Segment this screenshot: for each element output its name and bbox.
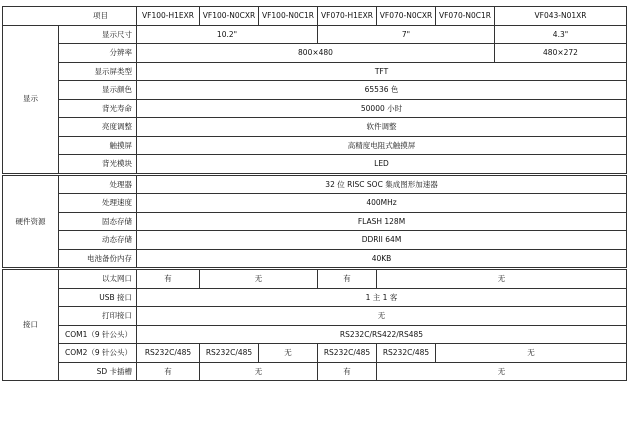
sd-label: SD 卡插槽 [59, 362, 137, 381]
battery-label: 电池备份内存 [59, 249, 137, 269]
com2-row [3, 344, 627, 363]
cpu-value: 32 位 RISC SOC 集成图形加速器 [137, 174, 627, 194]
touch-row [3, 136, 627, 155]
ram-value: DDRII 64M [137, 231, 627, 250]
backlight-type-label: 背光模块 [59, 155, 137, 175]
display-category: 显示 [3, 25, 59, 174]
com1-label: COM1（9 针公头） [59, 325, 137, 344]
display-color-row [3, 81, 627, 100]
backlight-type-row [3, 155, 627, 175]
com2-value: RS232C/485 [137, 344, 200, 363]
eth-row [3, 269, 627, 289]
display-size-10: 10.2" [137, 25, 318, 44]
eth-value: 有 [137, 269, 200, 289]
display-res-row [3, 44, 627, 63]
com1-value: RS232C/RS422/RS485 [137, 325, 627, 344]
eth-value: 无 [200, 269, 318, 289]
backlight-life-label: 背光寿命 [59, 99, 137, 118]
sd-value: 有 [318, 362, 377, 381]
display-type-value: TFT [137, 62, 627, 81]
header-item: 项目 [3, 7, 137, 26]
display-size-7: 7" [318, 25, 495, 44]
display-color-label: 显示颜色 [59, 81, 137, 100]
spec-table [2, 6, 627, 381]
header-model: VF070-N0CXR [377, 7, 436, 26]
backlight-life-row [3, 99, 627, 118]
brightness-label: 亮度调整 [59, 118, 137, 137]
speed-label: 处理速度 [59, 194, 137, 213]
flash-label: 固态存储 [59, 212, 137, 231]
display-res-480: 480×272 [495, 44, 627, 63]
cpu-row [3, 174, 627, 194]
com2-value: RS232C/485 [200, 344, 259, 363]
brightness-value: 软件调整 [137, 118, 627, 137]
display-type-row [3, 62, 627, 81]
display-color-value: 65536 色 [137, 81, 627, 100]
display-size-row [3, 25, 627, 44]
display-res-label: 分辨率 [59, 44, 137, 63]
sd-value: 有 [137, 362, 200, 381]
cpu-label: 处理器 [59, 174, 137, 194]
header-model: VF100-N0C1R [259, 7, 318, 26]
speed-value: 400MHz [137, 194, 627, 213]
usb-label: USB 接口 [59, 288, 137, 307]
speed-row [3, 194, 627, 213]
flash-row [3, 212, 627, 231]
touch-label: 触摸屏 [59, 136, 137, 155]
brightness-row [3, 118, 627, 137]
interface-category: 接口 [3, 269, 59, 381]
header-model: VF070-N0C1R [436, 7, 495, 26]
display-size-43: 4.3" [495, 25, 627, 44]
header-model: VF100-N0CXR [200, 7, 259, 26]
eth-value: 有 [318, 269, 377, 289]
print-row [3, 307, 627, 326]
com2-value: 无 [259, 344, 318, 363]
touch-value: 高精度电阻式触摸屏 [137, 136, 627, 155]
header-row [3, 7, 627, 26]
backlight-type-value: LED [137, 155, 627, 175]
usb-row [3, 288, 627, 307]
header-model: VF070-H1EXR [318, 7, 377, 26]
com2-value: RS232C/485 [318, 344, 377, 363]
ram-label: 动态存储 [59, 231, 137, 250]
sd-value: 无 [377, 362, 627, 381]
flash-value: FLASH 128M [137, 212, 627, 231]
com1-row [3, 325, 627, 344]
backlight-life-value: 50000 小时 [137, 99, 627, 118]
print-label: 打印接口 [59, 307, 137, 326]
print-value: 无 [137, 307, 627, 326]
display-size-label: 显示尺寸 [59, 25, 137, 44]
com2-label: COM2（9 针公头） [59, 344, 137, 363]
battery-row [3, 249, 627, 269]
display-type-label: 显示屏类型 [59, 62, 137, 81]
header-model: VF100-H1EXR [137, 7, 200, 26]
com2-value: RS232C/485 [377, 344, 436, 363]
sd-row [3, 362, 627, 381]
header-model: VF043-N01XR [495, 7, 627, 26]
eth-value: 无 [377, 269, 627, 289]
sd-value: 无 [200, 362, 318, 381]
ram-row [3, 231, 627, 250]
hardware-category: 硬件资源 [3, 174, 59, 269]
battery-value: 40KB [137, 249, 627, 269]
eth-label: 以太网口 [59, 269, 137, 289]
display-res-800: 800×480 [137, 44, 495, 63]
com2-value: 无 [436, 344, 627, 363]
usb-value: 1 主 1 客 [137, 288, 627, 307]
